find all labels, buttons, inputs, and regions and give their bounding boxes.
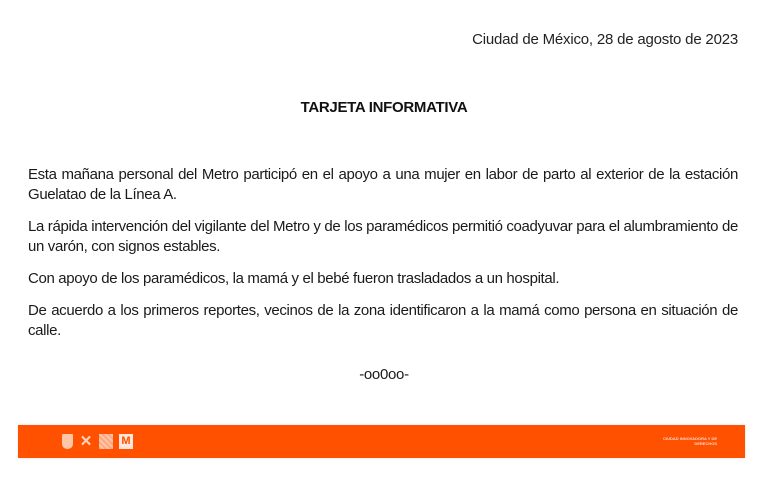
closing-mark: -oo0oo- [359,366,409,383]
paragraph-1: Esta mañana personal del Metro participó en el apoyo a una mujer en labor de parto al exterior de la estación Guelatao de la Línea A. [28,166,738,203]
paragraph-3: Con apoyo de los paramédicos, la mamá y el bebé fueron trasladados a un hospital. [28,270,560,287]
footer-slogan: CIUDAD INNOVADORA Y DE DERECHOS [663,436,717,446]
metro-logo-icon: M [119,434,133,449]
page-title: TARJETA INFORMATIVA [300,99,468,116]
paragraph-2: La rápida intervención del vigilante del Metro y de los paramédicos permitió coadyuvar para el alumbramiento de un varón, con signos estables. [28,218,738,255]
shield-crest-icon [62,434,73,449]
cdmx-x-emblem-icon: ✕ [79,432,93,450]
document-body [28,165,738,353]
pattern-emblem-icon [99,434,113,449]
footer-logos [62,432,133,451]
paragraph-4: De acuerdo a los primeros reportes, vecinos de la zona identificaron a la mamá como persona en situación de calle. [28,302,738,339]
date-line: Ciudad de México, 28 de agosto de 2023 [472,31,738,48]
footer-bar [18,425,745,458]
